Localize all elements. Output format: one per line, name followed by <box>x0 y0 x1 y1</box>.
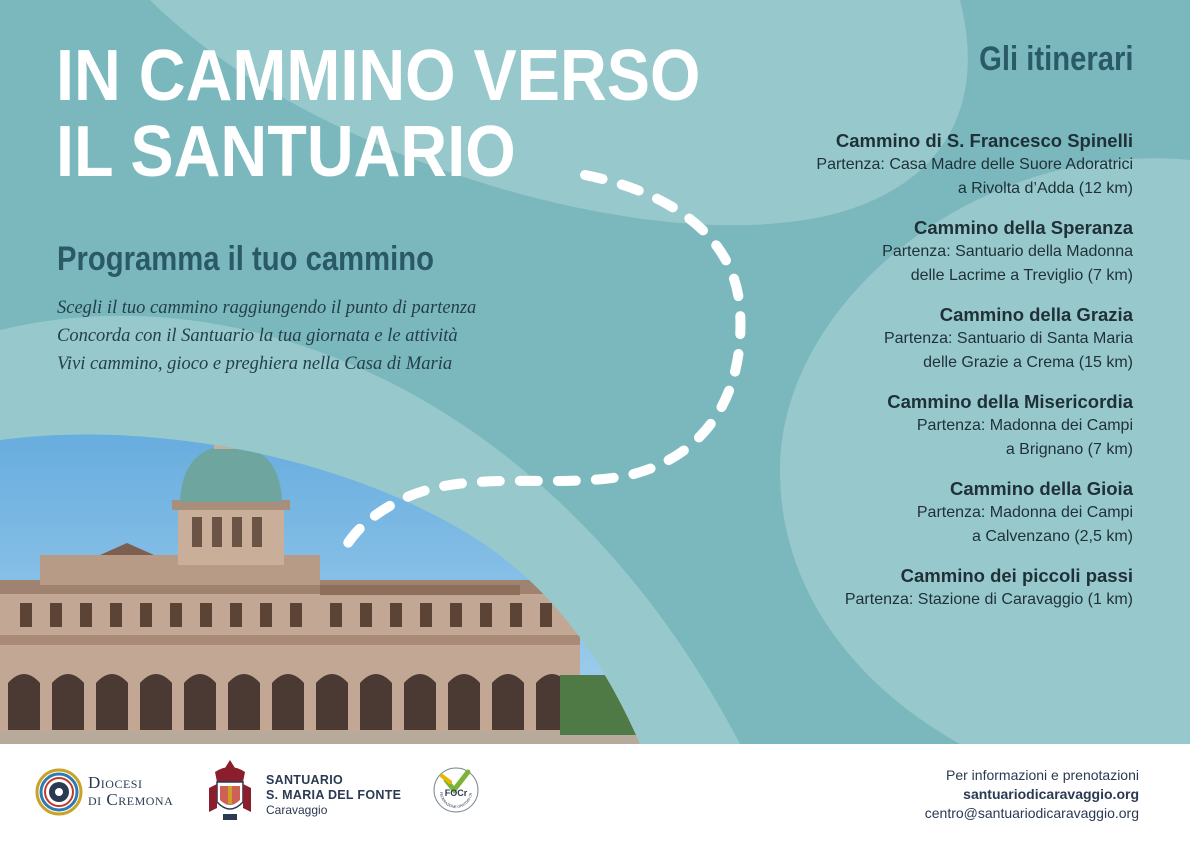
santuario-line-3: Caravaggio <box>266 803 328 817</box>
route-start: Partenza: Madonna dei Campi <box>916 504 1133 521</box>
step-item: Vivi cammino, gioco e preghiera nella Casa di Maria <box>57 354 453 374</box>
step-item: Concorda con il Santuario la tua giornata e le attività <box>57 326 458 346</box>
title-line-1: IN CAMMINO VERSO <box>56 36 701 116</box>
route-start: Partenza: Madonna dei Campi <box>916 417 1133 434</box>
footer <box>0 744 1190 841</box>
website-link[interactable]: santuariodicaravaggio.org <box>963 786 1139 802</box>
route-item <box>663 563 1133 612</box>
route-name: Cammino della Gioia <box>950 478 1133 499</box>
route-name: Cammino della Speranza <box>914 217 1133 238</box>
routes-list <box>663 128 1133 626</box>
diocesi-line-2: di Cremona <box>88 790 174 809</box>
route-place: a Brignano (7 km) <box>1005 441 1133 458</box>
route-item <box>663 389 1133 462</box>
route-name: Cammino della Misericordia <box>887 391 1133 412</box>
email-link[interactable]: centro@santuariodicaravaggio.org <box>924 805 1139 821</box>
focr-logo-icon <box>432 766 480 814</box>
santuario-line-2: S. MARIA DEL FONTE <box>266 788 402 802</box>
route-start: Partenza: Stazione di Caravaggio (1 km) <box>844 591 1133 608</box>
route-name: Cammino dei piccoli passi <box>900 565 1133 586</box>
title-line-2: IL SANTUARIO <box>56 112 516 192</box>
contact-label: Per informazioni e prenotazioni <box>946 767 1139 783</box>
route-start: Partenza: Casa Madre delle Suore Adoratrici <box>816 156 1133 173</box>
route-name: Cammino di S. Francesco Spinelli <box>835 130 1133 151</box>
route-name: Cammino della Grazia <box>939 304 1133 325</box>
diocesi-name <box>88 774 173 808</box>
santuario-crest-icon <box>205 758 255 824</box>
santuario-name <box>266 773 401 818</box>
subtitle: Programma il tuo cammino <box>57 240 434 278</box>
focr-ring-text: FEDERAZIONE ORATORI CR <box>438 791 474 810</box>
route-start: Partenza: Santuario di Santa Maria <box>883 330 1133 347</box>
itineraries-heading: Gli itinerari <box>978 40 1133 78</box>
route-start: Partenza: Santuario della Madonna <box>882 243 1133 260</box>
route-item <box>663 476 1133 549</box>
santuario-line-1: SANTUARIO <box>266 773 344 787</box>
diocesi-logo-icon <box>35 768 83 816</box>
route-place: delle Lacrime a Treviglio (7 km) <box>910 267 1133 284</box>
route-item <box>663 128 1133 201</box>
contacts <box>925 766 1139 823</box>
diocesi-line-1: Diocesi <box>88 773 143 792</box>
step-item: Scegli il tuo cammino raggiungendo il punto di partenza <box>57 298 477 318</box>
route-place: a Calvenzano (2,5 km) <box>972 528 1133 545</box>
route-item <box>663 302 1133 375</box>
route-place: a Rivolta d’Adda (12 km) <box>957 180 1133 197</box>
focr-label: FOCr <box>444 788 468 798</box>
route-item <box>663 215 1133 288</box>
route-place: delle Grazie a Crema (15 km) <box>923 354 1133 371</box>
